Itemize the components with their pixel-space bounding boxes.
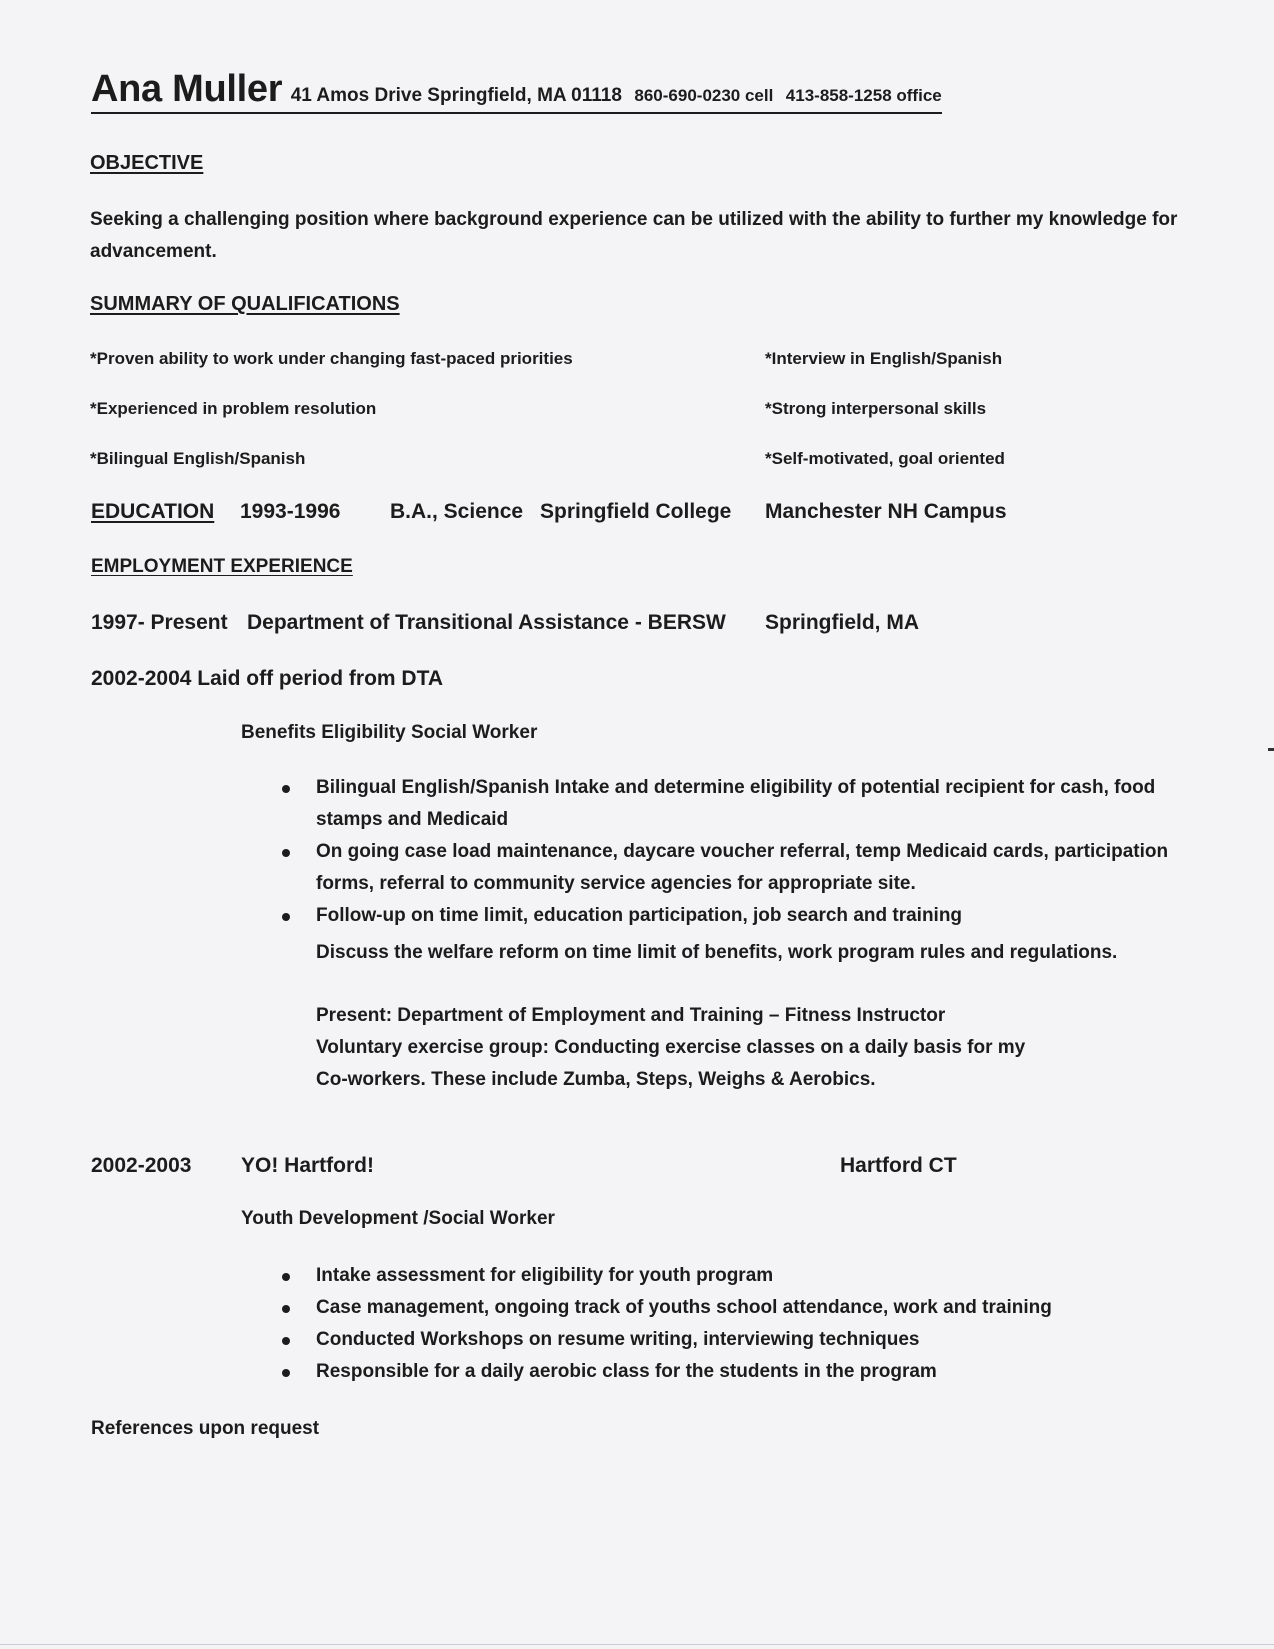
education-school: Springfield College <box>540 500 732 523</box>
job1-present-line: Co-workers. These include Zumba, Steps, Weighs & Aerobics. <box>316 1069 876 1090</box>
bullet-icon <box>282 785 290 793</box>
bullet-icon <box>282 1273 290 1281</box>
education-heading: EDUCATION <box>91 500 215 523</box>
job1-employer: Department of Transitional Assistance - BERSW <box>247 611 726 634</box>
job1-note: 2002-2004 Laid off period from DTA <box>91 667 444 690</box>
address: 41 Amos Drive Springfield, MA 01118 <box>290 85 622 106</box>
job2-employer: YO! Hartford! <box>241 1154 374 1177</box>
qualification-item: *Proven ability to work under changing fast-paced priorities <box>90 349 573 368</box>
qualification-item: *Experienced in problem resolution <box>90 399 377 418</box>
qualification-item: *Interview in English/Spanish <box>765 349 1003 368</box>
list-item: Responsible for a daily aerobic class for the students in the program <box>316 1356 1216 1388</box>
education-years: 1993-1996 <box>240 500 341 523</box>
job1-present-line: Present: Department of Employment and Training – Fitness Instructor <box>316 1005 946 1026</box>
job1-years: 1997- Present <box>91 611 228 634</box>
list-item: Conducted Workshops on resume writing, interviewing techniques <box>316 1324 1216 1356</box>
list-item: Intake assessment for eligibility for youth program <box>316 1260 1216 1292</box>
scan-speck <box>1268 748 1274 751</box>
header <box>91 68 942 114</box>
qualification-item: *Bilingual English/Spanish <box>90 449 306 468</box>
bullet-icon <box>282 1337 290 1345</box>
job1-extra-line: Discuss the welfare reform on time limit of benefits, work program rules and regulations. <box>316 942 1118 963</box>
office-phone: 413-858-1258 office <box>785 86 942 105</box>
objective-text: Seeking a challenging position where background experience can be utilized with the ability to further my knowledge for advancement. <box>90 209 1178 262</box>
list-item: On going case load maintenance, daycare voucher referral, temp Medicaid cards, participation forms, referral to community service agencies for appropriate site. <box>316 836 1216 900</box>
employment-heading: EMPLOYMENT EXPERIENCE <box>91 556 353 577</box>
education-campus: Manchester NH Campus <box>765 500 1007 523</box>
job1-title: Benefits Eligibility Social Worker <box>241 722 538 743</box>
cell-phone: 860-690-0230 cell <box>634 86 774 105</box>
job1-present-line: Voluntary exercise group: Conducting exercise classes on a daily basis for my <box>316 1037 1026 1058</box>
job2-location: Hartford CT <box>840 1154 957 1177</box>
bullet-icon <box>282 849 290 857</box>
bullet-icon <box>282 1305 290 1313</box>
references-note: References upon request <box>91 1418 320 1439</box>
list-item: Bilingual English/Spanish Intake and determine eligibility of potential recipient for cash, food stamps and Medicaid <box>316 772 1216 836</box>
qualifications-heading: SUMMARY OF QUALIFICATIONS <box>90 293 400 315</box>
education-degree: B.A., Science <box>390 500 524 523</box>
job2-bullets <box>316 1260 1216 1388</box>
candidate-name: Ana Muller <box>91 68 283 110</box>
job2-title: Youth Development /Social Worker <box>241 1208 555 1229</box>
job1-location: Springfield, MA <box>765 611 919 634</box>
objective-heading: OBJECTIVE <box>90 152 204 174</box>
qualification-item: *Strong interpersonal skills <box>765 399 987 418</box>
list-item: Case management, ongoing track of youths school attendance, work and training <box>316 1292 1216 1324</box>
qualification-item: *Self-motivated, goal oriented <box>765 449 1005 468</box>
job1-bullets <box>316 772 1216 932</box>
job2-years: 2002-2003 <box>91 1154 192 1177</box>
page-edge <box>0 1644 1274 1645</box>
bullet-icon <box>282 913 290 921</box>
list-item: Follow-up on time limit, education participation, job search and training <box>316 900 1216 932</box>
bullet-icon <box>282 1369 290 1377</box>
